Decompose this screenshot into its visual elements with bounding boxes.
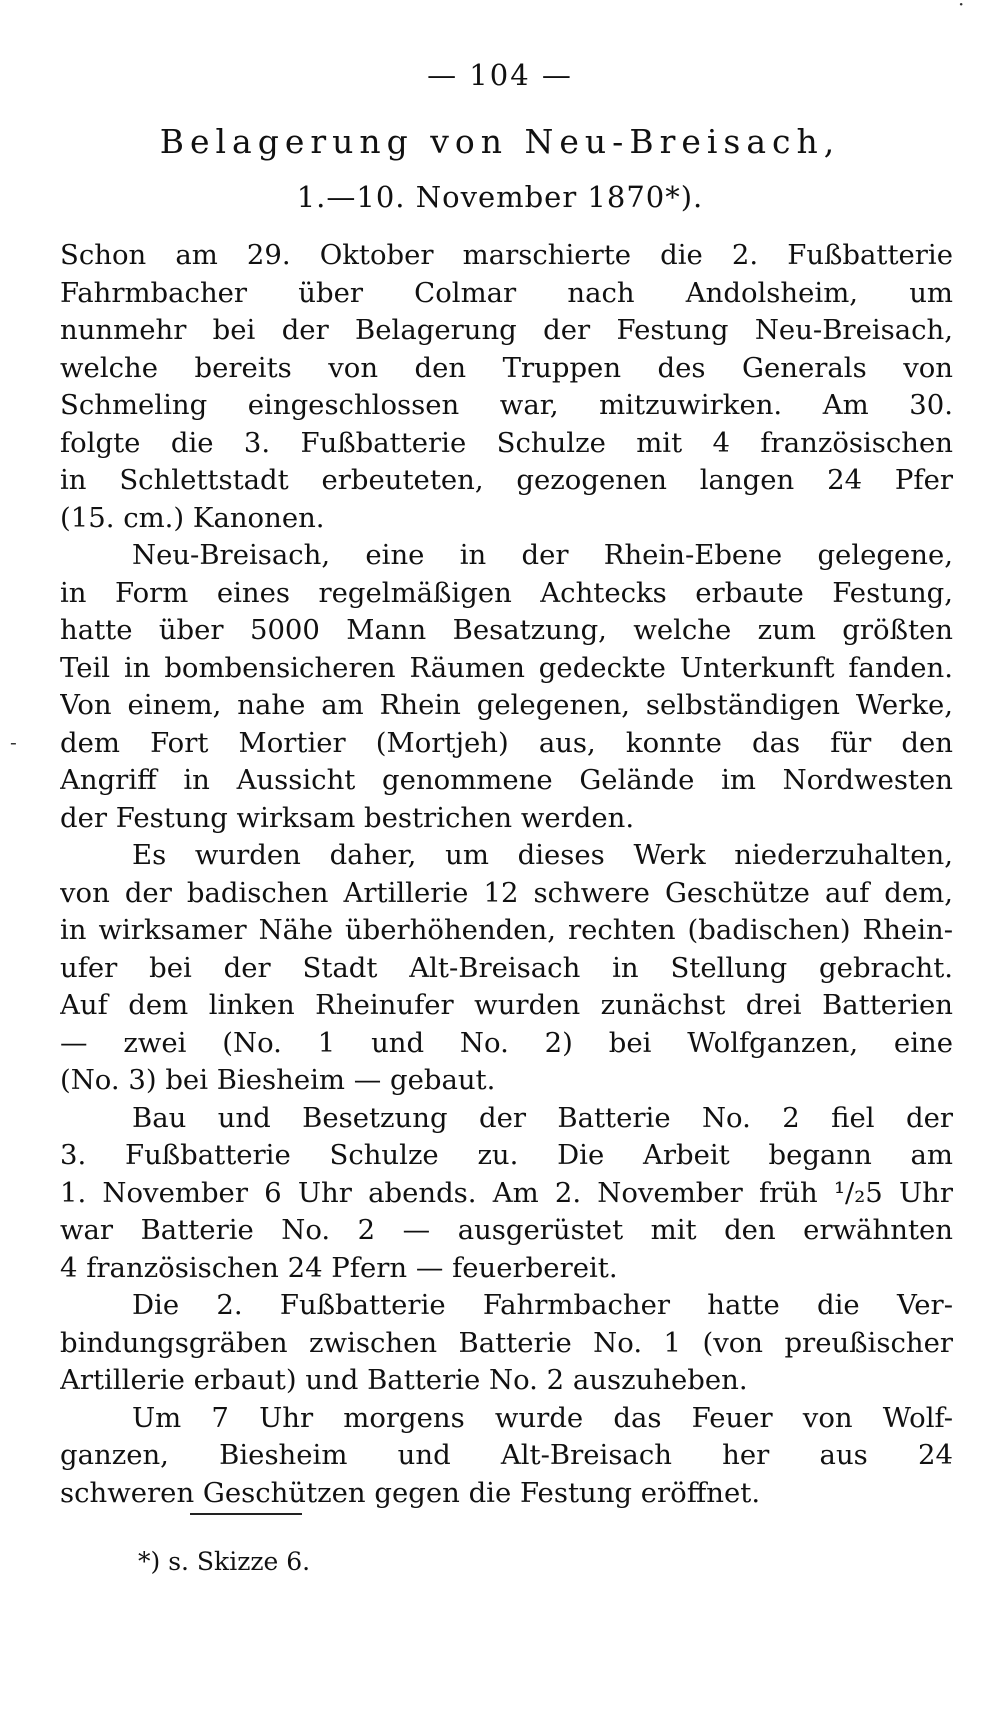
text-line: nunmehr bei der Belagerung der Festung Neu-Breisach, bbox=[60, 314, 953, 346]
text-line: schweren Geschützen gegen die Festung eröffnet. bbox=[60, 1476, 761, 1509]
text-line: bindungsgräben zwischen Batterie No. 1 (von preußischer bbox=[60, 1326, 953, 1359]
text-line: welche bereits von den Truppen des Generals von bbox=[60, 351, 953, 384]
page-subtitle: 1.—10. November 1870*). bbox=[296, 180, 704, 214]
body-text bbox=[60, 237, 953, 1512]
text-line: ufer bei der Stadt Alt-Breisach in Stellung gebracht. bbox=[60, 951, 953, 984]
text-line: (No. 3) bei Biesheim — gebaut. bbox=[60, 1064, 496, 1096]
paragraph bbox=[60, 1100, 953, 1288]
text-line: in wirksamer Nähe überhöhenden, rechten (badischen) Rhein- bbox=[60, 914, 953, 946]
paragraph bbox=[60, 1400, 953, 1513]
paragraph bbox=[60, 837, 953, 1100]
text-line: war Batterie No. 2 — ausgerüstet mit den erwähnten bbox=[60, 1214, 953, 1246]
footnote-divider bbox=[190, 1513, 302, 1515]
paragraph bbox=[60, 237, 953, 537]
text-line: — zwei (No. 1 und No. 2) bei Wolfganzen, eine bbox=[60, 1026, 953, 1059]
text-line: Artillerie erbaut) und Batterie No. 2 auszuheben. bbox=[60, 1364, 748, 1396]
text-line: von der badischen Artillerie 12 schwere Geschütze auf dem, bbox=[60, 876, 953, 909]
text-line: Schon am 29. Oktober marschierte die 2. Fußbatterie bbox=[60, 239, 953, 271]
text-line: ganzen, Biesheim und Alt-Breisach her aus 24 bbox=[60, 1439, 953, 1471]
text-line: Um 7 Uhr morgens wurde das Feuer von Wolf- bbox=[132, 1401, 953, 1434]
page-number: — 104 — bbox=[427, 58, 573, 92]
stray-mark: - bbox=[10, 730, 17, 754]
paragraph bbox=[60, 537, 953, 837]
text-line: Schmeling eingeschlossen war, mitzuwirken. Am 30. bbox=[60, 389, 953, 421]
stray-mark: · bbox=[958, 0, 965, 16]
text-line: folgte die 3. Fußbatterie Schulze mit 4 französischen bbox=[60, 426, 953, 459]
text-line: (15. cm.) Kanonen. bbox=[60, 501, 325, 534]
footnote: *) s. Skizze 6. bbox=[138, 1547, 311, 1576]
text-line: 1. November 6 Uhr abends. Am 2. November früh ¹/₂5 Uhr bbox=[60, 1176, 953, 1209]
text-line: Teil in bombensicheren Räumen gedeckte Unterkunft fanden. bbox=[60, 651, 953, 684]
text-line: hatte über 5000 Mann Besatzung, welche zum größten bbox=[60, 614, 953, 646]
page-title: Belagerung von Neu-Breisach, bbox=[159, 122, 841, 161]
text-line: in Schlettstadt erbeuteten, gezogenen langen 24 Pfer bbox=[60, 464, 953, 496]
text-line: Bau und Besetzung der Batterie No. 2 fiel der bbox=[132, 1101, 953, 1134]
text-line: Auf dem linken Rheinufer wurden zunächst drei Batterien bbox=[60, 989, 953, 1021]
text-line: in Form eines regelmäßigen Achtecks erbaute Festung, bbox=[60, 576, 953, 609]
text-line: Angriff in Aussicht genommene Gelände im Nordwesten bbox=[60, 764, 953, 796]
text-line: der Festung wirksam bestrichen werden. bbox=[60, 801, 635, 834]
paragraph bbox=[60, 1287, 953, 1400]
text-line: Es wurden daher, um dieses Werk niederzuhalten, bbox=[132, 839, 953, 871]
text-line: Fahrmbacher über Colmar nach Andolsheim, um bbox=[60, 276, 953, 309]
text-line: Neu-Breisach, eine in der Rhein-Ebene gelegene, bbox=[132, 539, 953, 571]
text-line: dem Fort Mortier (Mortjeh) aus, konnte das für den bbox=[60, 726, 953, 759]
text-line: 4 französischen 24 Pfern — feuerbereit. bbox=[60, 1251, 618, 1284]
text-line: Die 2. Fußbatterie Fahrmbacher hatte die Ver- bbox=[132, 1289, 953, 1321]
text-line: 3. Fußbatterie Schulze zu. Die Arbeit begann am bbox=[60, 1139, 953, 1171]
text-line: Von einem, nahe am Rhein gelegenen, selbständigen Werke, bbox=[60, 689, 953, 721]
